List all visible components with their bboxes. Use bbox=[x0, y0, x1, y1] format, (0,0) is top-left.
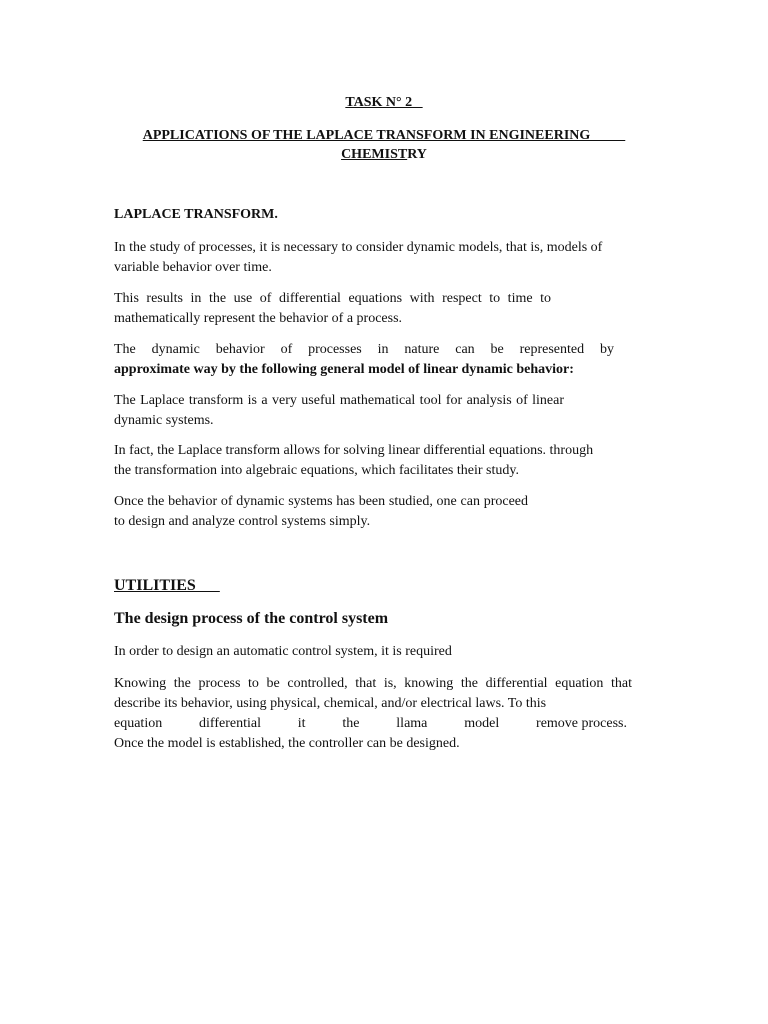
paragraph-3 bbox=[114, 340, 614, 380]
paragraph-2: This results in the use of differential equations with respect to time to mathematically represent the behavior of a process. bbox=[114, 291, 551, 326]
paragraph-1: In the study of processes, it is necessary to consider dynamic models, that is, models of variable behavior over time. bbox=[114, 240, 603, 275]
paragraph-6: Once the behavior of dynamic systems has been studied, one can proceed to design and analyze control systems simply. bbox=[114, 494, 528, 529]
paragraph-3-line-2: approximate way by the following general model of linear dynamic behavior: bbox=[114, 362, 574, 377]
paragraph-7: In order to design an automatic control system, it is required bbox=[114, 644, 452, 659]
section-heading-laplace: LAPLACE TRANSFORM. bbox=[114, 207, 278, 222]
spread-word: model bbox=[464, 716, 500, 731]
section-heading-utilities: UTILITIES bbox=[114, 577, 220, 594]
paragraph-3-line-1: The dynamic behavior of processes in nature can be represented by bbox=[114, 342, 614, 357]
spread-word: the bbox=[342, 716, 360, 731]
document-title bbox=[112, 126, 656, 164]
spread-word: llama bbox=[396, 716, 428, 731]
paragraph-8 bbox=[114, 674, 632, 754]
document-title-line-1: APPLICATIONS OF THE LAPLACE TRANSFORM IN ENGINEERING bbox=[142, 128, 626, 143]
paragraph-8-last-line: Once the model is established, the controller can be designed. bbox=[114, 736, 460, 751]
paragraph-4: The Laplace transform is a very useful mathematical tool for analysis of linear dynamic systems. bbox=[114, 393, 564, 428]
task-title: TASK N° 2 bbox=[345, 95, 423, 110]
paragraph-8-spread-line bbox=[114, 714, 627, 734]
paragraph-5: In fact, the Laplace transform allows for solving linear differential equations. through the transformation into algebraic equations, which facilitates their study. bbox=[114, 443, 594, 478]
spread-word: it bbox=[297, 716, 306, 731]
paragraph-8-text: Knowing the process to be controlled, that is, knowing the differential equation that describe its behavior, using physical, chemical, and/or electrical laws. To this bbox=[114, 676, 632, 711]
spread-word: remove process. bbox=[536, 716, 627, 731]
subheading-design-process: The design process of the control system bbox=[114, 610, 389, 627]
document-title-line-2-rest: RY bbox=[407, 147, 427, 162]
document-title-line-2-underlined: CHEMIST bbox=[341, 147, 408, 162]
spread-word: differential bbox=[199, 716, 261, 731]
spread-word: equation bbox=[114, 716, 163, 731]
